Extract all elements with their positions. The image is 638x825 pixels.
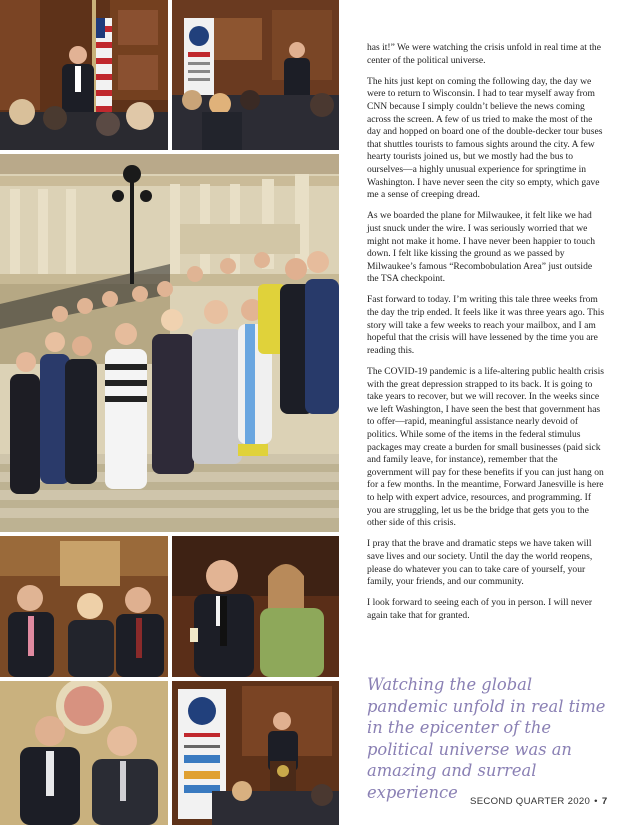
photo-meeting-room-banner <box>172 0 339 150</box>
article-paragraph: has it!” We were watching the crisis unfold in real time at the center of the political universe. <box>367 42 601 66</box>
photo-two-men-capitol-seal <box>0 681 168 825</box>
article-paragraph: Fast forward to today. I’m writing this tale three weeks from the day the trip ended. It feels like it was three years ago. This story will take a few weeks to reach your mailbox, and I am hopeful that the crisis will have lessened by the time you are reading this. <box>367 294 605 356</box>
page-footer <box>470 796 610 807</box>
page-number: 7 <box>601 796 608 807</box>
article-paragraph: As we boarded the plane for Milwaukee, it felt like we had just snuck under the wire. I was seriously worried that we might not make it home. I have never been happier to touch down. I felt like kissing the ground as we passed by Milwaukee’s famous “Recombobulation Area” just outside the TSA checkpoint. <box>367 210 595 285</box>
article-paragraph: The hits just kept on coming the following day, the day we were to return to Wisconsin. I had to tear myself away from CNN because I simply couldn’t believe the news coming across the screen. A few of us tried to make the most of the day and hopped on board one of the double-decker tour buses that shuttles tourists to famous sights around the city. A few hearty tourists joined us, but we mostly had the bus to ourselves—a highly unusual experience for springtime in Washington. I have never seen the city so empty, which gave me a sense of creeping dread. <box>367 75 603 201</box>
article-paragraph: The COVID-19 pandemic is a life-altering public health crisis with the great depression strapped to its back. It is going to take years to recover, but we will recover. In the weeks since we left Washington, I have seen the best that government has to offer—rapid, meaningful assistance nearly devoid of politics. While some of the items in the federal stimulus packages may create a burden for small businesses (paid sick and family leave, for instance), remember that the government will pay for these benefits if you can just hang on for a few months. In the meantime, Forward Janesville is here to help with expert advice, resources, and programming. If you are struggling, let us be the bridge that gets you to the other side of this crisis. <box>367 366 605 529</box>
photo-group-capitol-steps <box>0 154 339 532</box>
issue-label: SECOND QUARTER 2020 <box>470 796 591 807</box>
pull-quote: Watching the global pandemic unfold in real time in the epicenter of the political universe was an amazing and surreal experience <box>367 675 606 802</box>
photo-two-attendees-drinks <box>172 536 339 677</box>
photo-podium-banner <box>172 681 339 825</box>
article-paragraph: I look forward to seeing each of you in person. I will never again take that for granted. <box>367 597 593 621</box>
article-paragraph: I pray that the brave and dramatic steps we have taken will save lives and our society. Until the day the world reopens, please do whatever you can to take care of yourself, your family, your friends, and our community. <box>367 538 593 588</box>
footer-separator: • <box>594 796 598 807</box>
photo-speaker-with-flag <box>0 0 168 150</box>
photo-three-attendees <box>0 536 168 677</box>
article-body <box>367 42 605 631</box>
